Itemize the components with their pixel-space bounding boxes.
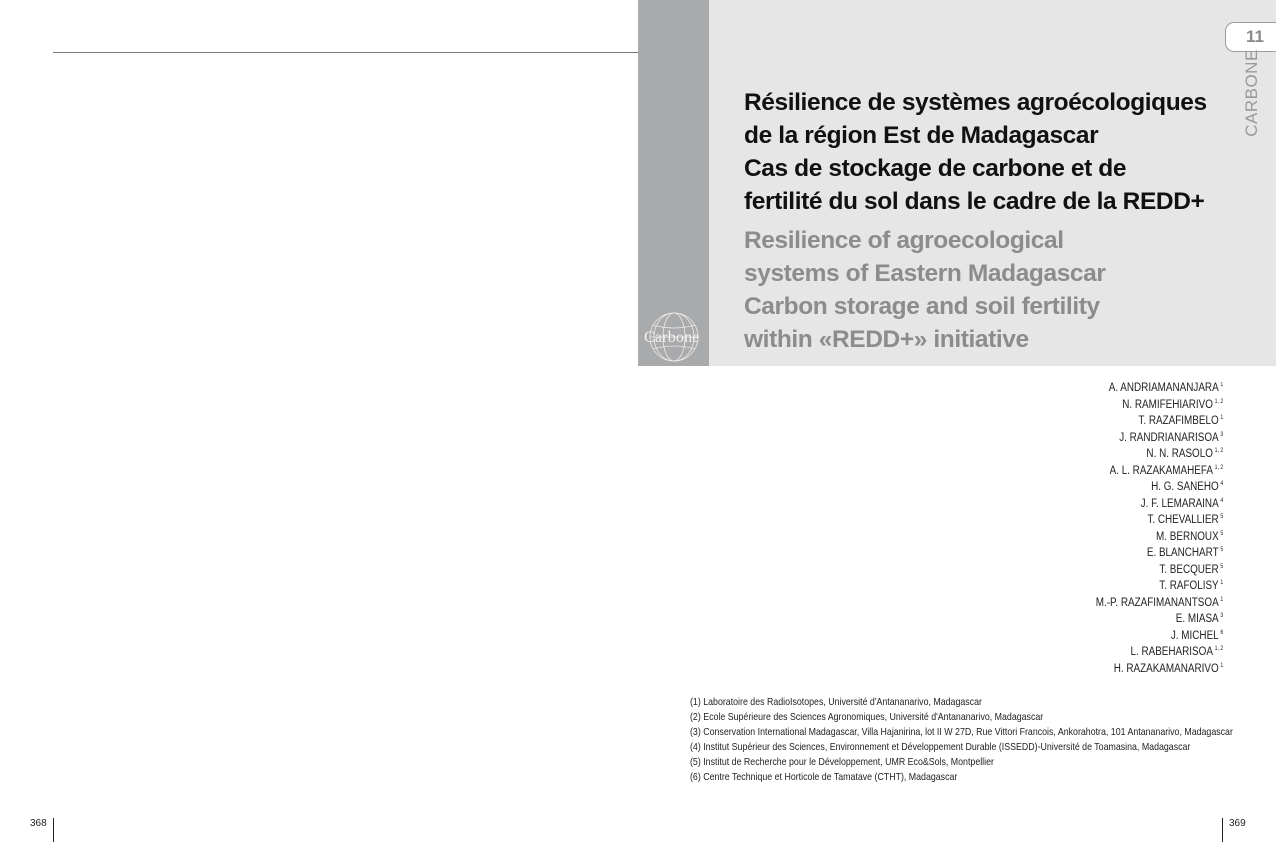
author-name: J. MICHEL xyxy=(1170,629,1219,642)
english-title-line: Carbon storage and soil fertility xyxy=(744,293,1100,320)
english-title-line: systems of Eastern Madagascar xyxy=(744,260,1106,287)
author-name: L. RABEHARISOA xyxy=(1130,646,1213,658)
author-affiliation-mark: 1 xyxy=(1220,382,1223,389)
author-name: N. N. RASOLO xyxy=(1146,448,1213,460)
author-affiliation-mark: 1 xyxy=(1220,596,1223,603)
french-title xyxy=(744,86,1229,218)
author-name: J. F. LEMARAINA xyxy=(1140,497,1219,510)
french-title-line: de la région Est de Madagascar xyxy=(744,122,1099,149)
author-entry xyxy=(1095,562,1223,579)
author-name: A. ANDRIAMANANJARA xyxy=(1108,382,1219,394)
author-name: E. MIASA xyxy=(1175,613,1219,625)
author-entry xyxy=(1095,661,1223,678)
affiliation-list xyxy=(690,695,1233,785)
author-affiliation-mark: 3 xyxy=(1220,431,1223,438)
author-entry xyxy=(1095,479,1223,496)
author-name: T. RAFOLISY xyxy=(1159,580,1219,592)
french-title-line: Cas de stockage de carbone et de xyxy=(744,155,1127,182)
author-affiliation-mark: 1, 2 xyxy=(1214,398,1223,405)
author-entry xyxy=(1095,595,1223,612)
author-affiliation-mark: 1, 2 xyxy=(1214,464,1223,471)
author-entry xyxy=(1095,430,1223,447)
author-entry xyxy=(1095,512,1223,529)
author-name: T. RAZAFIMBELO xyxy=(1138,415,1219,427)
author-name: T. CHEVALLIER xyxy=(1147,514,1219,526)
affiliation-line: (5) Institut de Recherche pour le Développement, UMR Eco&Sols, Montpellier xyxy=(690,756,994,768)
author-affiliation-mark: 5 xyxy=(1220,563,1223,570)
author-affiliation-mark: 5 xyxy=(1220,547,1223,554)
author-entry xyxy=(1095,644,1223,661)
author-affiliation-mark: 6 xyxy=(1220,629,1223,636)
author-entry xyxy=(1095,545,1223,562)
author-affiliation-mark: 1 xyxy=(1220,580,1223,587)
author-entry xyxy=(1095,446,1223,463)
author-entry xyxy=(1095,628,1223,645)
author-affiliation-mark: 5 xyxy=(1220,514,1223,521)
english-title-line: within «REDD+» initiative xyxy=(744,326,1029,353)
chapter-tab xyxy=(1225,22,1276,52)
english-title xyxy=(744,224,1204,356)
french-title-line: fertilité du sol dans le cadre de la REDD+ xyxy=(744,188,1205,215)
page-number-left: 368 xyxy=(30,818,47,829)
affiliation-line: (1) Laboratoire des RadioIsotopes, Université d'Antananarivo, Madagascar xyxy=(690,696,982,708)
author-entry xyxy=(1095,380,1223,397)
english-title-line: Resilience of agroecological xyxy=(744,227,1064,254)
author-affiliation-mark: 3 xyxy=(1220,613,1223,620)
section-label: CARBONE xyxy=(1242,49,1261,137)
page-number-right: 369 xyxy=(1229,818,1246,829)
french-title-line: Résilience de systèmes agroécologiques xyxy=(744,89,1207,116)
author-entry xyxy=(1095,413,1223,430)
author-affiliation-mark: 1 xyxy=(1220,662,1223,669)
author-name: M. BERNOUX xyxy=(1155,530,1219,543)
page-number-right-bar xyxy=(1222,818,1223,842)
author-name: J. RANDRIANARISOA xyxy=(1118,431,1219,444)
author-list xyxy=(1095,380,1223,677)
top-rule xyxy=(53,52,638,53)
author-name: T. BECQUER xyxy=(1159,563,1219,576)
author-name: A. L. RAZAKAMAHEFA xyxy=(1109,464,1213,477)
author-entry xyxy=(1095,463,1223,480)
affiliation-line: (4) Institut Supérieur des Sciences, Environnement et Développement Durable (ISSEDD)-Université de Toamasina, Madagascar xyxy=(690,741,1191,753)
page-number-left-bar xyxy=(53,818,54,842)
author-entry xyxy=(1095,578,1223,595)
author-entry xyxy=(1095,496,1223,513)
author-entry xyxy=(1095,529,1223,546)
author-affiliation-mark: 1, 2 xyxy=(1214,646,1223,653)
author-affiliation-mark: 1 xyxy=(1220,415,1223,422)
author-entry xyxy=(1095,397,1223,414)
affiliation-line: (3) Conservation International Madagascar, Villa Hajanirina, lot II W 27D, Rue Vittori Francois, Ankorahotra, 101 Antananarivo, Madagascar xyxy=(690,726,1233,738)
author-name: E. BLANCHART xyxy=(1146,547,1219,559)
author-name: H. G. SANEHO xyxy=(1150,481,1219,493)
author-name: M.-P. RAZAFIMANANTSOA xyxy=(1095,596,1219,609)
affiliation-line: (6) Centre Technique et Horticole de Tamatave (CTHT), Madagascar xyxy=(690,771,958,783)
author-affiliation-mark: 4 xyxy=(1220,481,1223,488)
author-name: N. RAMIFEHIARIVO xyxy=(1121,398,1213,411)
author-affiliation-mark: 5 xyxy=(1220,530,1223,537)
author-entry xyxy=(1095,611,1223,628)
logo-text: Carbone xyxy=(644,329,700,346)
author-affiliation-mark: 4 xyxy=(1220,497,1223,504)
author-affiliation-mark: 1, 2 xyxy=(1214,448,1223,455)
chapter-number: 11 xyxy=(1246,27,1264,46)
author-name: H. RAZAKAMANARIVO xyxy=(1113,662,1219,675)
affiliation-line: (2) Ecole Supérieure des Sciences Agronomiques, Université d'Antananarivo, Madagascar xyxy=(690,711,1044,723)
